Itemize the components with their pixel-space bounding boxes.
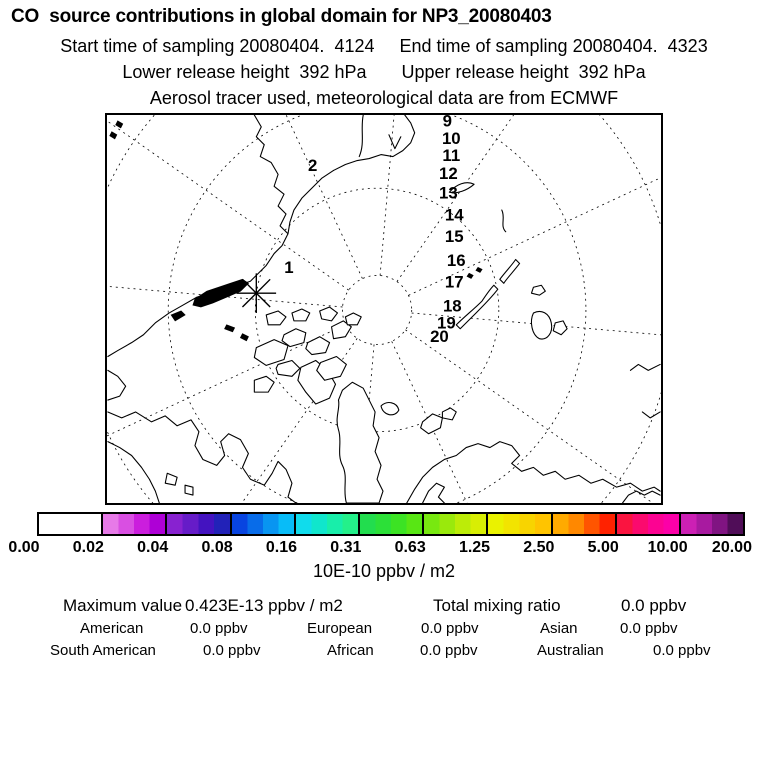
trajectory-label-18: 18: [442, 296, 462, 316]
trajectory-label-9: 9: [442, 115, 453, 131]
release-height-line: Lower release height 392 hPa Upper release height 392 hPa: [122, 62, 646, 82]
trajectory-label-17: 17: [444, 272, 464, 292]
meridian-line: [380, 115, 413, 275]
colorbar-segment-2: [167, 514, 231, 534]
colorbar-tick-0.04: 0.04: [137, 539, 169, 556]
colorbar: [37, 512, 745, 536]
meridian-line: [201, 115, 362, 279]
trajectory-label-13: 13: [438, 183, 458, 203]
graticule-circles: [107, 115, 661, 503]
region-value-african: 0.0 ppbv: [420, 642, 478, 659]
colorbar-segment-0: [39, 514, 103, 534]
colorbar-tick-2.50: 2.50: [523, 539, 555, 556]
colorbar-segment-10: [681, 514, 743, 534]
colorbar-segment-7: [488, 514, 552, 534]
trajectory-label-11: 11: [442, 146, 461, 166]
colorbar-segment-1: [103, 514, 167, 534]
colorbar-tick-0.02: 0.02: [72, 539, 104, 556]
region-label-african: African: [327, 642, 374, 659]
polar-map: [105, 113, 663, 505]
total-mixing-ratio-value: 0.0 ppbv: [621, 596, 687, 615]
region-value-australian: 0.0 ppbv: [653, 642, 711, 659]
tracer-note-line: Aerosol tracer used, meteorological data are from ECMWF: [149, 88, 619, 108]
meridian-line: [397, 115, 616, 282]
region-value-american: 0.0 ppbv: [190, 620, 248, 637]
colorbar-tick-0.16: 0.16: [265, 539, 297, 556]
colorbar-segment-8: [553, 514, 617, 534]
total-mixing-ratio-label: Total mixing ratio: [433, 596, 561, 615]
colorbar-tick-0.08: 0.08: [201, 539, 233, 556]
trajectory-label-20: 20: [430, 327, 449, 347]
colorbar-segment-6: [424, 514, 488, 534]
colorbar-tick-0.00: 0.00: [8, 539, 40, 556]
coastlines: [108, 115, 660, 503]
region-label-european: European: [307, 620, 373, 637]
graticule-meridians: [107, 115, 661, 503]
meridian-line: [107, 115, 349, 290]
colorbar-unit-label: 10E-10 ppbv / m2: [312, 561, 456, 581]
trajectory-label-10: 10: [441, 129, 461, 149]
colorbar-segment-3: [232, 514, 296, 534]
colorbar-segment-9: [617, 514, 681, 534]
trajectory-label-15: 15: [444, 227, 464, 247]
region-label-american: American: [80, 620, 144, 637]
region-value-south-american: 0.0 ppbv: [203, 642, 261, 659]
page-title: CO source contributions in global domain for NP3_20080403: [11, 6, 552, 27]
release-marker: [237, 273, 277, 313]
region-label-australian: Australian: [537, 642, 604, 659]
polar-map-canvas: [107, 115, 661, 503]
colorbar-tick-0.63: 0.63: [394, 539, 426, 556]
meridian-line: [392, 341, 553, 503]
colorbar-tick-1.25: 1.25: [458, 539, 491, 556]
maximum-value-label: Maximum value: [63, 596, 183, 615]
trajectory-label-12: 12: [438, 163, 458, 183]
region-label-south-american: South American: [50, 642, 156, 659]
colorbar-segment-4: [296, 514, 360, 534]
sampling-time-line: Start time of sampling 20080404. 4124 End time of sampling 20080404. 4323: [60, 36, 708, 56]
colorbar-tick-20.00: 20.00: [711, 539, 752, 556]
region-value-european: 0.0 ppbv: [421, 620, 479, 637]
trajectory-label-1: 1: [284, 257, 294, 277]
colorbar-tick-0.31: 0.31: [330, 539, 362, 556]
trajectory-label-19: 19: [437, 313, 456, 333]
trajectory-label-2: 2: [308, 155, 318, 175]
region-value-asian: 0.0 ppbv: [620, 620, 678, 637]
trajectory-day-labels: [284, 115, 465, 346]
region-label-asian: Asian: [540, 620, 578, 637]
trajectory-label-14: 14: [444, 205, 464, 225]
trajectory-label-16: 16: [446, 250, 466, 270]
colorbar-segment-5: [360, 514, 424, 534]
colorbar-tick-5.00: 5.00: [587, 539, 619, 556]
maximum-value: 0.423E-13 ppbv / m2: [185, 596, 343, 615]
colorbar-tick-10.00: 10.00: [647, 539, 688, 556]
